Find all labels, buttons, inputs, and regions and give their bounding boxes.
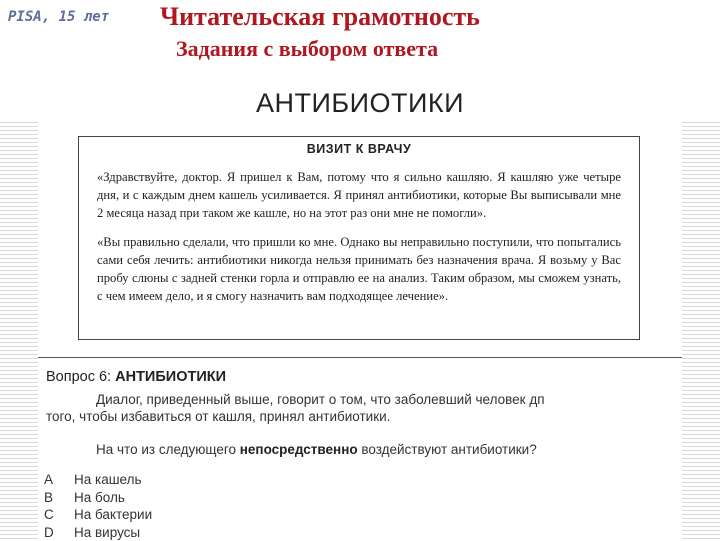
question-prompt-after: воздействуют антибиотики? xyxy=(358,442,537,457)
scanned-document xyxy=(38,86,682,540)
question-text xyxy=(46,391,682,425)
answer-option[interactable] xyxy=(44,524,152,541)
answer-options xyxy=(44,471,152,541)
document-heading: АНТИБИОТИКИ xyxy=(38,88,682,119)
answer-option[interactable] xyxy=(44,506,152,524)
option-letter: B xyxy=(44,489,74,507)
answer-option[interactable] xyxy=(44,489,152,507)
option-text: На кашель xyxy=(74,472,142,487)
dialog-paragraph-patient: «Здравствуйте, доктор. Я пришел к Вам, потому что я сильно кашляю. Я кашляю уже четыре дня, и с каждым днем кашель усиливается. Я принял антибиотики, которые Вы выписывали мне 2 месяца назад при таком же кашле, но на этот раз они мне не помогли». xyxy=(97,168,621,222)
question-title xyxy=(46,369,226,385)
question-name: АНТИБИОТИКИ xyxy=(115,369,226,385)
question-prompt-before: На что из следующего xyxy=(96,442,240,457)
question-label: Вопрос 6: xyxy=(46,369,111,385)
option-text: На бактерии xyxy=(74,507,152,522)
option-letter: A xyxy=(44,471,74,489)
question-text-line1: Диалог, приведенный выше, говорит о том, что заболевший человек дп xyxy=(96,392,545,407)
dialog-box-title: ВИЗИТ К ВРАЧУ xyxy=(79,142,639,156)
question-prompt-emphasis: непосредственно xyxy=(240,442,358,457)
slide-title: Читательская грамотность xyxy=(160,2,480,32)
answer-option[interactable] xyxy=(44,471,152,489)
option-letter: C xyxy=(44,506,74,524)
dialog-box xyxy=(78,136,640,340)
dialog-paragraph-doctor: «Вы правильно сделали, что пришли ко мне. Однако вы неправильно поступили, что попытались сами себя лечить: антибиотики никогда нельзя принимать без назначения врача. Я возьму у Вас пробу слюны с задней стенки горла и отправлю ее на анализ. Таким образом, мы сможем узнать, с чем имеем дело, и я смогу назначить вам подходящее лечение». xyxy=(97,233,621,305)
question-prompt xyxy=(96,442,537,457)
option-text: На боль xyxy=(74,490,125,505)
right-stripe-decoration xyxy=(682,122,720,540)
option-text: На вирусы xyxy=(74,525,140,540)
left-stripe-decoration xyxy=(0,122,38,540)
section-divider xyxy=(38,357,682,358)
slide-subtitle: Задания с выбором ответа xyxy=(176,36,438,62)
question-text-line2: того, чтобы избавиться от кашля, принял антибиотики. xyxy=(46,408,682,425)
pisa-tag: PISA, 15 лет xyxy=(8,9,109,25)
option-letter: D xyxy=(44,524,74,541)
